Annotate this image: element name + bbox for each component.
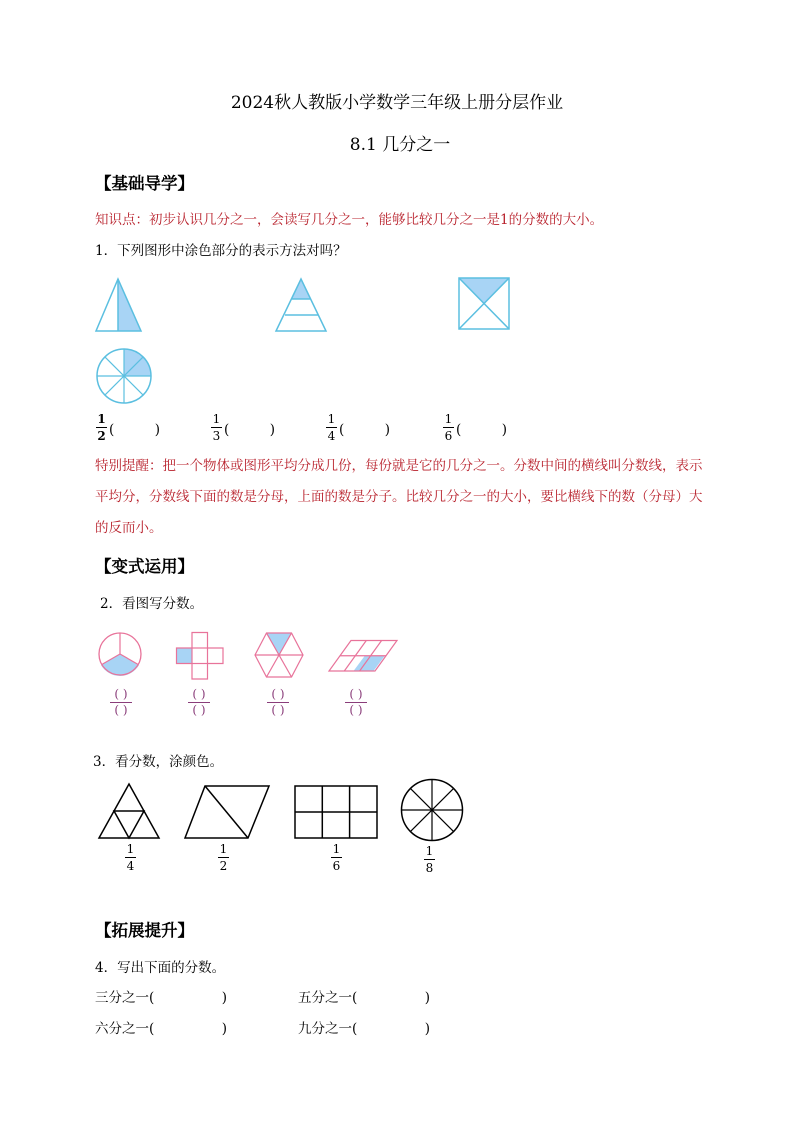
q3-rectangle-sixths-shape [294,785,378,839]
q1-triangle-half-shape [95,277,145,332]
section-extend-heading: 【拓展提升】 [95,921,194,940]
q1-answer-4 [443,413,507,442]
answer-blank[interactable]: ( ) [149,1021,228,1037]
q1-triangle-thirds-shape [275,277,329,332]
q2-blank-2[interactable]: ( ) ( ) [186,688,212,717]
q4-item-label: 五分之一 [298,990,352,1006]
q4-item-2 [298,986,430,1006]
q1-square-quarters-shape [458,277,510,330]
q3-fraction-3: 1 6 [332,842,341,873]
knowledge-point: 知识点：初步认识几分之一，会读写几分之一，能够比较几分之一是1的分数的大小。 [95,212,604,228]
fraction: $\frac{1}{4}$ [327,412,336,443]
answer-blank[interactable]: ( ) [339,421,391,438]
q4-item-4 [298,1017,430,1037]
fraction: $\frac{1}{6}$ [444,412,453,443]
q2-blank-4[interactable]: ( ) ( ) [343,688,369,717]
q4-item-3 [95,1017,227,1037]
q2-prompt: 2．看图写分数。 [100,596,204,612]
section-variant-heading: 【变式运用】 [95,557,194,576]
q4-prompt: 4．写出下面的分数。 [95,960,226,976]
q1-circle-eighths-shape [96,348,152,404]
q3-fraction-1: 1 4 [126,842,135,873]
page-title: 2024秋人教版小学数学三年级上册分层作业 [230,93,564,113]
q2-circle-thirds-shape [98,632,142,676]
answer-blank[interactable]: ( ) [352,990,431,1006]
fraction: $\frac{1}{2}$ [97,412,106,443]
q4-item-1 [95,986,227,1006]
answer-blank[interactable]: ( ) [109,421,161,438]
answer-blank[interactable]: ( ) [149,990,228,1006]
fraction: $\frac{1}{3}$ [212,412,221,443]
q1-answer-3 [326,413,390,442]
page-subtitle: 8.1 几分之一 [349,135,451,155]
q1-answer-1 [96,413,160,442]
q4-item-label: 六分之一 [95,1021,149,1037]
q1-prompt: 1．下列图形中涂色部分的表示方法对吗？ [95,243,347,259]
q3-fraction-4: 1 8 [425,844,434,875]
q4-item-label: 三分之一 [95,990,149,1006]
q2-cross-fifths-shape [176,632,224,680]
q2-blank-1[interactable]: ( ) ( ) [108,688,134,717]
q3-circle-eighths-shape [400,778,464,842]
q2-hexagon-sixths-shape [254,632,304,678]
answer-blank[interactable]: ( ) [224,421,276,438]
q3-fraction-2: 1 2 [219,842,228,873]
answer-blank[interactable]: ( ) [456,421,508,438]
q4-item-label: 九分之一 [298,1021,352,1037]
q2-parallelogram-sixths-shape [328,640,398,672]
special-tip: 特别提醒：把一个物体或图形平均分成几份，每份就是它的几分之一。分数中间的横线叫分数线，表示平均分，分数线下面的数是分母，上面的数是分子。比较几分之一的大小，要比横线下的数（分母）大的反而小。 [95,458,703,536]
q2-blank-3[interactable]: ( ) ( ) [265,688,291,717]
q1-answer-2 [211,413,275,442]
q3-prompt: 3．看分数，涂颜色。 [93,754,224,770]
q3-parallelogram-halves-shape [184,785,270,839]
q3-triangle-quarters-shape [98,783,160,839]
section-basic-heading: 【基础导学】 [95,174,194,193]
answer-blank[interactable]: ( ) [352,1021,431,1037]
